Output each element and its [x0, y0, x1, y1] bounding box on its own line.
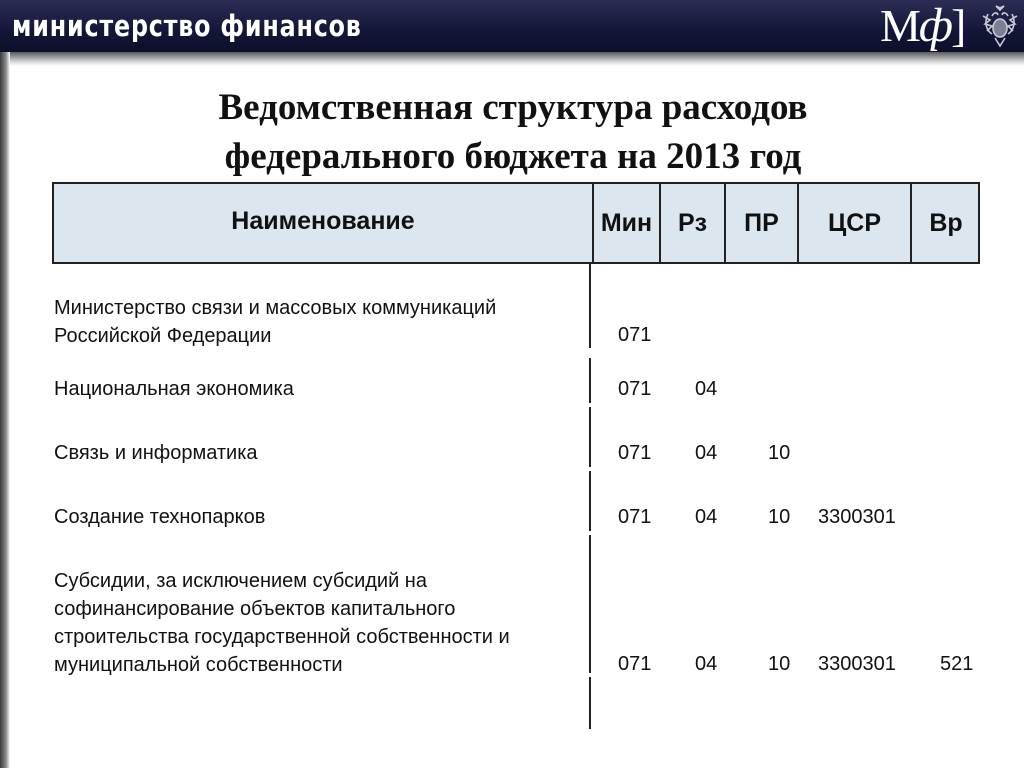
row-pr: 10	[768, 442, 791, 464]
header-band	[0, 0, 1024, 52]
logo-bracket: ]	[950, 0, 965, 51]
page-title	[80, 83, 946, 181]
row-pr: 10	[768, 653, 791, 675]
column-divider	[589, 264, 591, 348]
row-name: Создание технопарков	[54, 506, 266, 528]
column-divider	[589, 358, 591, 403]
column-header-pr: ПР	[724, 184, 797, 262]
logo-letter-m: М	[880, 0, 919, 51]
row-name: Субсидии, за исключением субсидий на софинансирование объектов капитального строительства государственной собственности и муниципальной собственности	[54, 570, 510, 676]
column-divider	[589, 407, 591, 467]
table-header	[52, 182, 980, 264]
row-rz: 04	[695, 653, 718, 675]
row-min: 071	[618, 324, 652, 346]
page-title-line-2: федерального бюджета на 2013 год	[224, 136, 802, 177]
row-rz: 04	[695, 378, 718, 400]
row-min: 071	[618, 442, 652, 464]
russian-eagle-emblem-icon	[980, 4, 1020, 48]
column-header-vr: Вр	[910, 184, 980, 262]
column-header-rz: Рз	[659, 184, 724, 262]
ministry-logo	[880, 0, 964, 52]
column-divider	[589, 471, 591, 531]
row-rz: 04	[695, 506, 718, 528]
row-vr: 521	[940, 653, 974, 675]
row-name: Министерство связи и массовых коммуникаций Российской Федерации	[54, 297, 497, 347]
column-header-min: Мин	[592, 184, 659, 262]
logo-letter-f: ф	[918, 0, 951, 52]
row-min: 071	[618, 653, 652, 675]
column-divider	[589, 535, 591, 673]
row-csr: 3300301	[818, 506, 896, 528]
column-divider	[589, 677, 591, 729]
frame-top-shadow	[0, 52, 1024, 66]
row-name: Национальная экономика	[54, 378, 294, 400]
column-header-csr: ЦСР	[797, 184, 910, 262]
row-rz: 04	[695, 442, 718, 464]
column-header-name: Наименование	[231, 207, 415, 235]
row-min: 071	[618, 506, 652, 528]
row-name: Связь и информатика	[54, 442, 258, 464]
frame-left-shadow	[0, 52, 10, 768]
row-pr: 10	[768, 506, 791, 528]
ministry-label: министерство финансов	[12, 9, 362, 43]
row-min: 071	[618, 378, 652, 400]
row-csr: 3300301	[818, 653, 896, 675]
page-title-line-1: Ведомственная структура расходов	[218, 87, 808, 128]
